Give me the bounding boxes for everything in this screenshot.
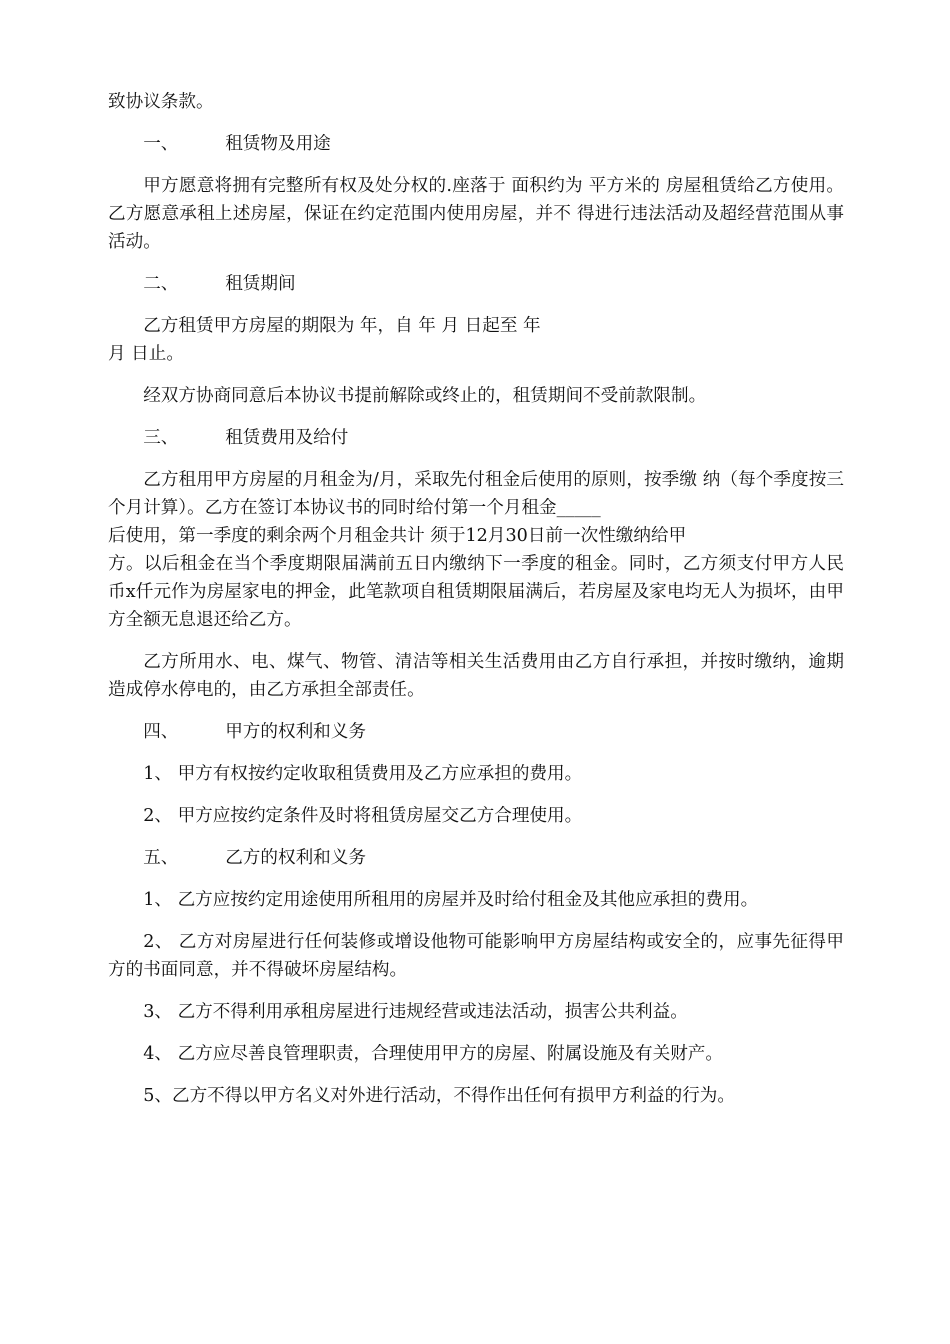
section-3-paragraph-2: 乙方所用水、电、煤气、物管、清洁等相关生活费用由乙方自行承担，并按时缴纳，逾期造成停水停电的，由乙方承担全部责任。 [108,652,844,700]
section-5-item-1: 1、 乙方应按约定用途使用所租用的房屋并及时给付租金及其他应承担的费用。 [143,890,759,910]
section-3-number: 三、 [143,428,179,448]
section-1-paragraph: 甲方愿意将拥有完整所有权及处分权的.座落于 面积约为 平方米的 房屋租赁给乙方使用。乙方愿意承租上述房屋，保证在约定范围内使用房屋，并不 得进行违法活动及超经营范围从事活动。 [108,176,844,252]
section-3-paragraph-1-part-a: 乙方租用甲方房屋的月租金为/月，采取先付租金后使用的原则，按季缴 纳（每个季度按三个月计算）。乙方在签订本协议书的同时给付第一个月租金_____ [108,470,844,518]
section-3-heading [108,424,844,452]
section-3-paragraph-1-part-c: 方。以后租金在当个季度期限届满前五日内缴纳下一季度的租金。同时，乙方须支付甲方人民币x仟元作为房屋家电的押金，此笔款项自租赁期限届满后，若房屋及家电均无人为损坏，由甲方全额无息退还给乙方。 [108,554,844,630]
section-5-item-4: 4、 乙方应尽善良管理职责，合理使用甲方的房屋、附属设施及有关财产。 [143,1044,723,1064]
section-3-title: 租赁费用及给付 [225,428,349,448]
section-4-title: 甲方的权利和义务 [225,722,366,742]
section-4-heading [108,718,844,746]
section-4-item-2: 2、 甲方应按约定条件及时将租赁房屋交乙方合理使用。 [143,806,583,826]
section-1-number: 一、 [143,134,179,154]
section-5-item-5: 5、乙方不得以甲方名义对外进行活动，不得作出任何有损甲方利益的行为。 [143,1086,735,1106]
section-5-number: 五、 [143,848,179,868]
section-3-paragraph-1-part-b: 后使用，第一季度的剩余两个月租金共计 须于12月30日前一次性缴纳给甲 [108,526,687,546]
section-2-paragraph-2: 经双方协商同意后本协议书提前解除或终止的，租赁期间不受前款限制。 [143,386,707,406]
document-page [108,88,844,1124]
section-2-paragraph-1-line-1: 乙方租赁甲方房屋的期限为 年，自 年 月 日起至 年 [143,316,541,336]
section-2-title: 租赁期间 [225,274,296,294]
section-2-heading [108,270,844,298]
intro-tail-paragraph: 致协议条款。 [108,92,214,112]
section-2-paragraph-1 [108,312,844,368]
section-3-paragraph-1 [108,466,844,634]
section-2-number: 二、 [143,274,179,294]
section-5-heading [108,844,844,872]
section-4-item-1: 1、 甲方有权按约定收取租赁费用及乙方应承担的费用。 [143,764,583,784]
section-5-title: 乙方的权利和义务 [225,848,366,868]
section-5-item-2: 2、 乙方对房屋进行任何装修或增设他物可能影响甲方房屋结构或安全的，应事先征得甲方的书面同意，并不得破坏房屋结构。 [108,932,844,980]
section-1-heading [108,130,844,158]
section-5-item-3: 3、 乙方不得利用承租房屋进行违规经营或违法活动，损害公共利益。 [143,1002,688,1022]
section-2-paragraph-1-line-2: 月 日止。 [108,344,184,364]
section-4-number: 四、 [143,722,179,742]
section-1-title: 租赁物及用途 [225,134,331,154]
